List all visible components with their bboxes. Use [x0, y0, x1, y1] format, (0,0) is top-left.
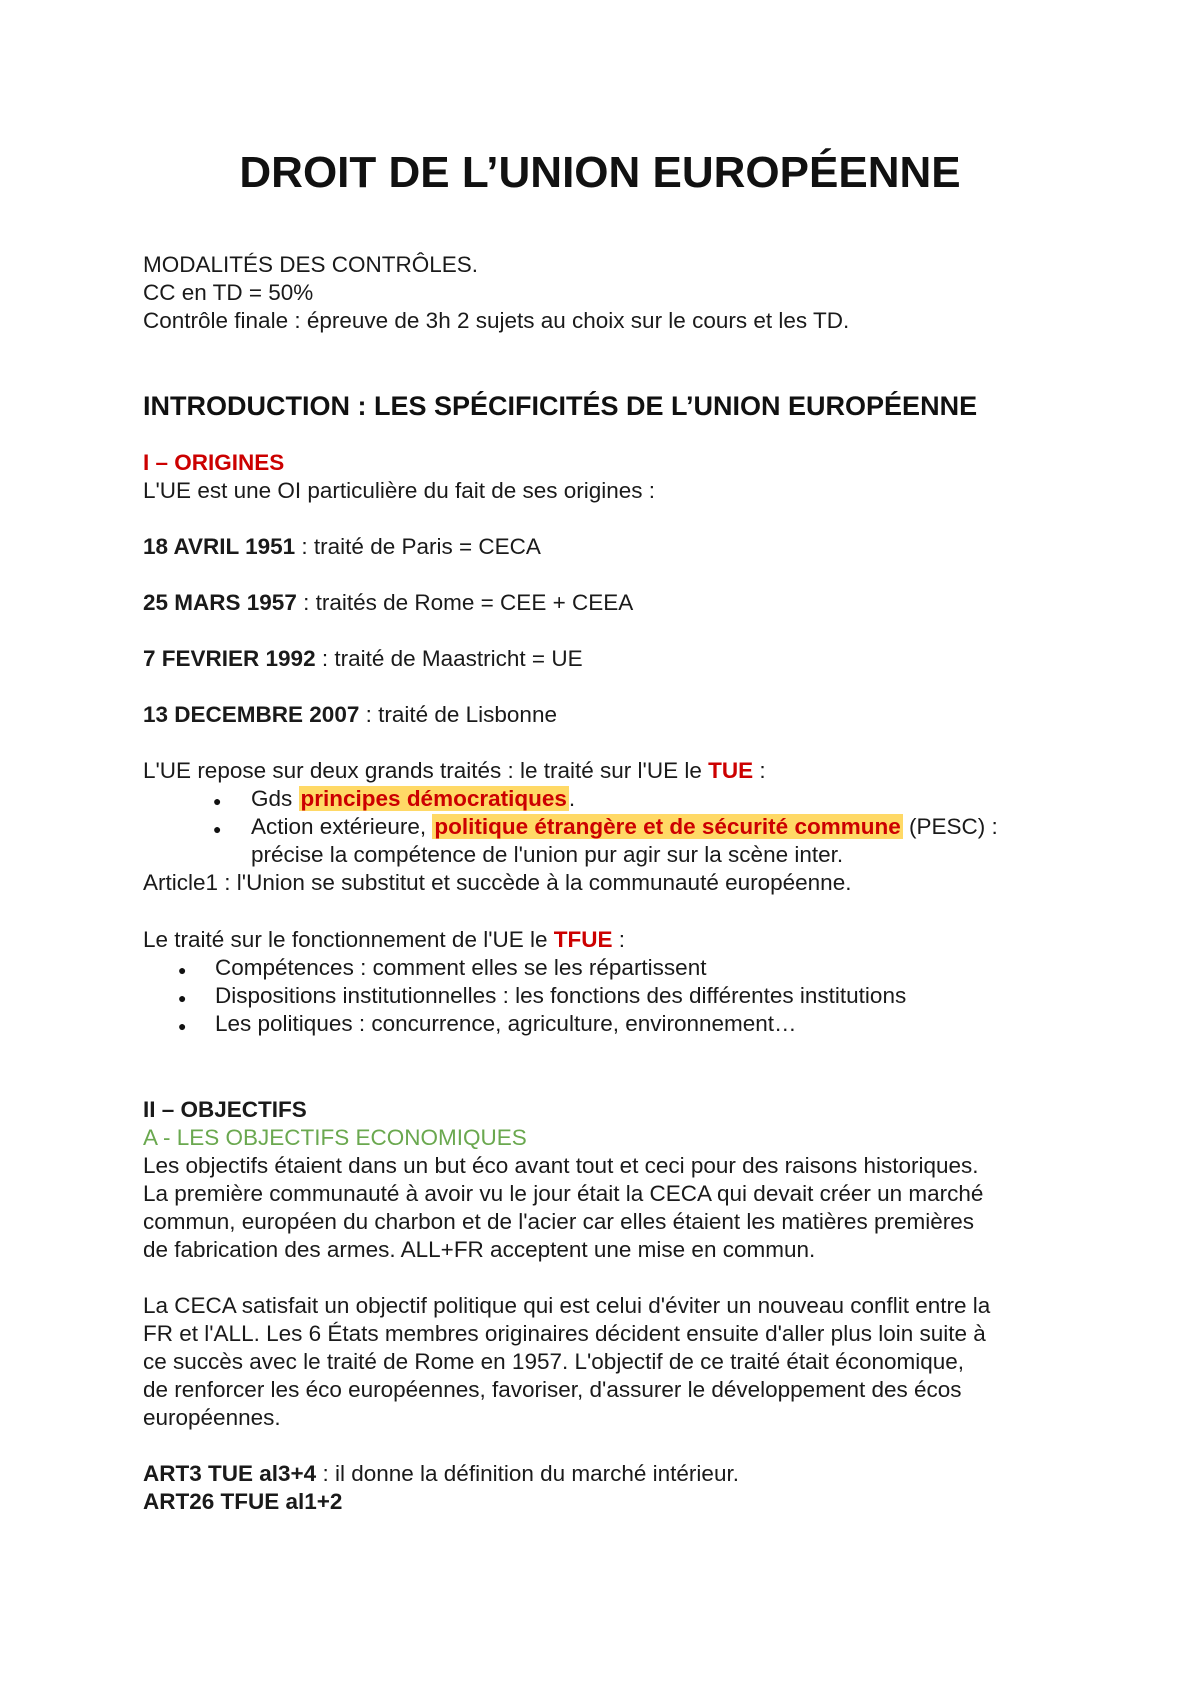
tfue-lead: Le traité sur le fonctionnement de l'UE le TFUE :	[143, 927, 626, 952]
date-text: : traité de Paris = CECA	[295, 534, 541, 559]
tfue-item: Compétences : comment elles se les répartissent	[215, 955, 707, 980]
date-line-4	[143, 701, 557, 729]
objectifs-p1-line: La première communauté à avoir vu le jour était la CECA qui devait créer un marché	[143, 1181, 984, 1206]
objectifs-p2-line: européennes.	[143, 1405, 281, 1430]
objectifs-p1-line: de fabrication des armes. ALL+FR acceptent une mise en commun.	[143, 1237, 816, 1262]
objectifs-p1-line: commun, européen du charbon et de l'acier car elles étaient les matières premières	[143, 1209, 974, 1234]
objectifs-p2-line: de renforcer les éco européennes, favoriser, d'assurer le développement des écos	[143, 1377, 962, 1402]
bullet-icon: ●	[213, 793, 222, 809]
introduction-heading: INTRODUCTION : LES SPÉCIFICITÉS DE L’UNION EUROPÉENNE	[143, 391, 978, 421]
article-ref-line: ART3 TUE al3+4 : il donne la définition du marché intérieur.	[143, 1461, 739, 1486]
tfue-abbr: TFUE	[553, 927, 613, 952]
bullet-icon: ●	[213, 821, 222, 837]
date-line-2	[143, 589, 633, 617]
date-label: 7 FEVRIER 1992	[143, 646, 316, 671]
date-label: 13 DECEMBRE 2007	[143, 702, 360, 727]
tue-bullet-1: Gds principes démocratiques.	[251, 786, 576, 811]
objectifs-p2-line: ce succès avec le traité de Rome en 1957. L'objectif de ce traité était économique,	[143, 1349, 965, 1374]
objectifs-p2-line: La CECA satisfait un objectif politique qui est celui d'éviter un nouveau conflit entre la	[143, 1293, 991, 1318]
date-text: : traités de Rome = CEE + CEEA	[296, 590, 634, 615]
date-label: 18 AVRIL 1951	[143, 534, 296, 559]
date-text: : traité de Lisbonne	[359, 702, 557, 727]
bullet-icon: ●	[178, 962, 187, 978]
article-ref: ART3 TUE al3+4	[143, 1461, 317, 1486]
objectifs-subheading: A - LES OBJECTIFS ECONOMIQUES	[143, 1125, 527, 1150]
document-title: DROIT DE L’UNION EUROPÉENNE	[239, 148, 961, 197]
modalites-heading: MODALITÉS DES CONTRÔLES.	[143, 252, 479, 277]
modalites-cc: CC en TD = 50%	[143, 280, 314, 305]
bullet-icon: ●	[178, 990, 187, 1006]
objectifs-p2-line: FR et l'ALL. Les 6 États membres originaires décident ensuite d'aller plus loin suite à	[143, 1321, 986, 1346]
date-text: : traité de Maastricht = UE	[315, 646, 583, 671]
tue-article: Article1 : l'Union se substitut et succède à la communauté européenne.	[143, 870, 852, 895]
highlight: politique étrangère et de sécurité commune	[434, 814, 901, 839]
objectifs-heading: II – OBJECTIFS	[143, 1097, 307, 1122]
highlight: principes démocratiques	[300, 786, 567, 811]
date-line-1	[143, 533, 541, 561]
tue-bullet-2: Action extérieure, politique étrangère et de sécurité commune (PESC) :	[251, 814, 998, 839]
article-ref: ART26 TFUE al1+2	[143, 1489, 343, 1514]
bullet-icon: ●	[178, 1018, 187, 1034]
origines-heading: I – ORIGINES	[143, 450, 285, 475]
date-line-3	[143, 645, 583, 673]
modalites-final: Contrôle finale : épreuve de 3h 2 sujets au choix sur le cours et les TD.	[143, 308, 850, 333]
tfue-item: Dispositions institutionnelles : les fonctions des différentes institutions	[215, 983, 907, 1008]
origines-lead: L'UE est une OI particulière du fait de ses origines :	[143, 478, 656, 503]
date-label: 25 MARS 1957	[143, 590, 297, 615]
tue-lead: L'UE repose sur deux grands traités : le traité sur l'UE le TUE :	[143, 758, 766, 783]
tue-abbr: TUE	[708, 758, 754, 783]
objectifs-p1-line: Les objectifs étaient dans un but éco avant tout et ceci pour des raisons historiques.	[143, 1153, 979, 1178]
tfue-item: Les politiques : concurrence, agriculture, environnement…	[215, 1011, 797, 1036]
tue-bullet-2-cont: précise la compétence de l'union pur agir sur la scène inter.	[251, 842, 844, 867]
